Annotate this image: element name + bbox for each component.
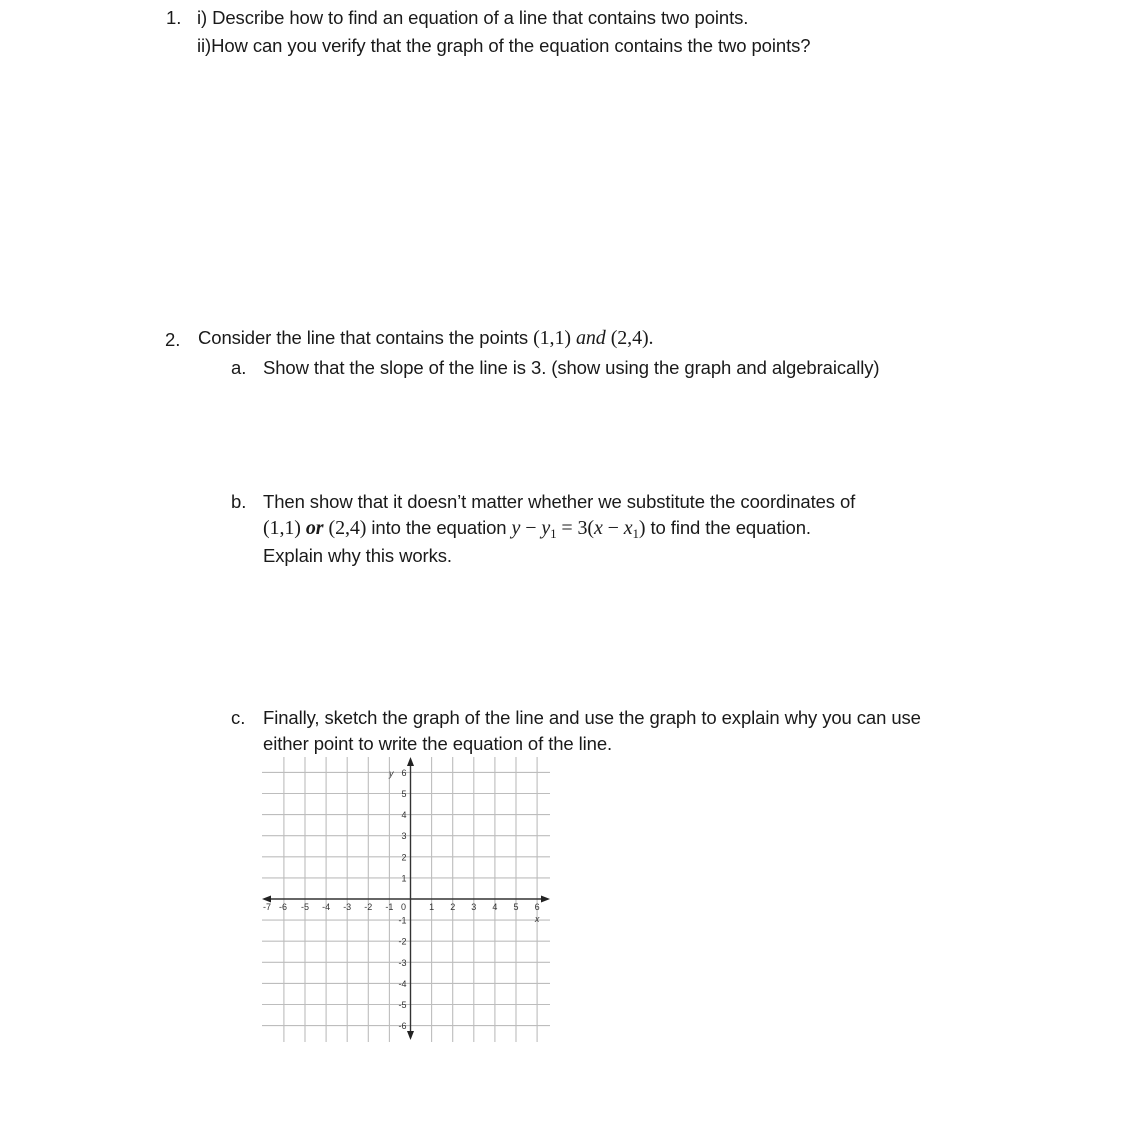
question-1-part-ii: ii)How can you verify that the graph of the equation contains the two points? — [197, 35, 811, 56]
y-tick-label: -4 — [398, 978, 407, 989]
y-tick-label: 5 — [401, 789, 407, 799]
part-c-line-1: Finally, sketch the graph of the line and use the graph to explain why you can use — [263, 707, 921, 728]
part-c-label: c. — [231, 707, 246, 728]
part-a-text: Show that the slope of the line is 3. (show using the graph and algebraically) — [263, 357, 880, 378]
question-1-number: 1. — [166, 7, 182, 28]
x-tick-label: -7 — [262, 902, 272, 912]
and-word: and — [575, 327, 606, 349]
x-tick-label: -3 — [343, 902, 352, 912]
x-tick-label: 1 — [429, 902, 435, 912]
point-1: (1,1) — [533, 327, 571, 349]
y-tick-label: 1 — [401, 873, 407, 884]
x-tick-label: 3 — [471, 902, 477, 912]
y-tick-label: -1 — [398, 915, 407, 926]
grid-lines — [262, 757, 550, 1042]
x-axis-right-arrow-icon — [541, 896, 550, 903]
intro-text: Consider the line that contains the points — [198, 327, 529, 348]
x-tick-label: 6 — [534, 902, 540, 912]
y-tick-label: 2 — [401, 852, 407, 863]
y-tick-label: -3 — [398, 957, 407, 968]
x-tick-label: 0 — [400, 902, 407, 912]
y-tick-label: 4 — [401, 810, 407, 821]
b-mid-text: into the equation — [371, 517, 507, 538]
part-a-label: a. — [231, 357, 247, 378]
part-c-line-2: either point to write the equation of the line. — [263, 733, 613, 754]
question-1-part-i: i) Describe how to find an equation of a line that contains two points. — [197, 7, 749, 28]
y-axis-up-arrow-icon — [407, 757, 414, 766]
x-tick-label: -2 — [364, 902, 373, 912]
y-tick-label: -5 — [398, 1000, 407, 1010]
point-2: (2,4). — [610, 327, 654, 349]
y-axis-down-arrow-icon — [407, 1031, 414, 1040]
x-tick-label: 4 — [492, 902, 498, 912]
question-2-intro — [198, 327, 653, 350]
part-b-line-3: Explain why this works. — [263, 545, 452, 566]
x-tick-label: -5 — [300, 902, 310, 912]
x-axis-label: x — [534, 914, 540, 924]
b-point-2: (2,4) — [328, 517, 367, 539]
x-tick-label: 5 — [513, 902, 519, 912]
y-axis-label: y — [389, 768, 394, 779]
y-tick-label: -2 — [398, 936, 407, 947]
x-tick-label: -1 — [385, 902, 394, 912]
or-word: or — [305, 517, 324, 539]
axes — [262, 757, 550, 1040]
b-point-1: (1,1) — [263, 517, 301, 539]
x-tick-label: -4 — [322, 902, 331, 912]
part-b-line-1: Then show that it doesn’t matter whether we substitute the coordinates of — [263, 491, 856, 512]
x-tick-label: 2 — [450, 902, 456, 912]
b-end-text: to find the equation. — [650, 517, 811, 538]
part-b-line-2 — [263, 517, 811, 542]
y-tick-label: 6 — [401, 767, 407, 778]
tick-labels — [263, 768, 540, 1031]
x-axis-left-arrow-icon — [262, 896, 271, 903]
y-tick-label: -6 — [398, 1021, 407, 1032]
question-2-number: 2. — [165, 329, 181, 350]
y-tick-label: 3 — [401, 831, 407, 842]
x-tick-label: -6 — [278, 902, 288, 912]
point-slope-equation: $y - y_1 = 3(x - x_1)$ — [511, 517, 646, 541]
part-b-label: b. — [231, 491, 247, 512]
